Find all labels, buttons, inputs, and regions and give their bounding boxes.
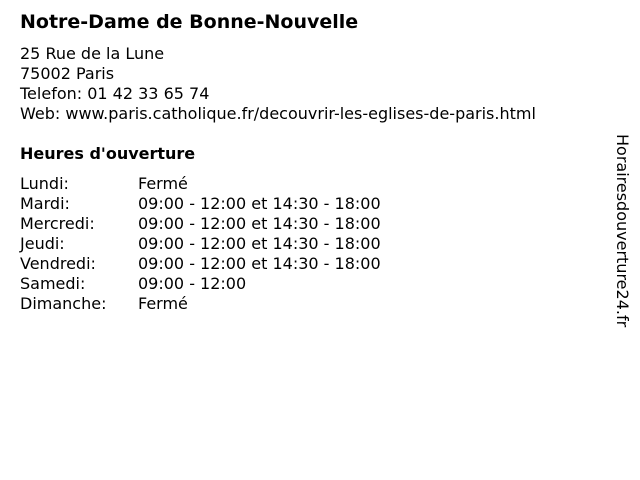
day-hours: 09:00 - 12:00 et 14:30 - 18:00 (138, 234, 381, 253)
day-hours: 09:00 - 12:00 (138, 274, 247, 293)
day-label: Vendredi: (20, 254, 96, 273)
day-label: Mercredi: (20, 214, 95, 233)
day-hours: Fermé (138, 294, 188, 313)
address-block (20, 44, 536, 124)
day-label: Dimanche: (20, 294, 107, 313)
day-hours: Fermé (138, 174, 188, 193)
site-watermark: Horairesdouverture24.fr (613, 134, 632, 328)
day-hours: 09:00 - 12:00 et 14:30 - 18:00 (138, 214, 381, 233)
hours-heading: Heures d'ouverture (20, 144, 196, 163)
day-label: Samedi: (20, 274, 86, 293)
page-title: Notre-Dame de Bonne-Nouvelle (20, 11, 359, 33)
city-postcode: 75002 Paris (20, 64, 115, 83)
day-label: Jeudi: (20, 234, 65, 253)
website-link[interactable]: Web: www.paris.catholique.fr/decouvrir-les-eglises-de-paris.html (20, 104, 536, 123)
day-label: Lundi: (20, 174, 69, 193)
day-hours: 09:00 - 12:00 et 14:30 - 18:00 (138, 194, 381, 213)
day-label: Mardi: (20, 194, 70, 213)
street-address: 25 Rue de la Lune (20, 44, 165, 63)
phone-number: Telefon: 01 42 33 65 74 (20, 84, 210, 103)
day-hours: 09:00 - 12:00 et 14:30 - 18:00 (138, 254, 381, 273)
